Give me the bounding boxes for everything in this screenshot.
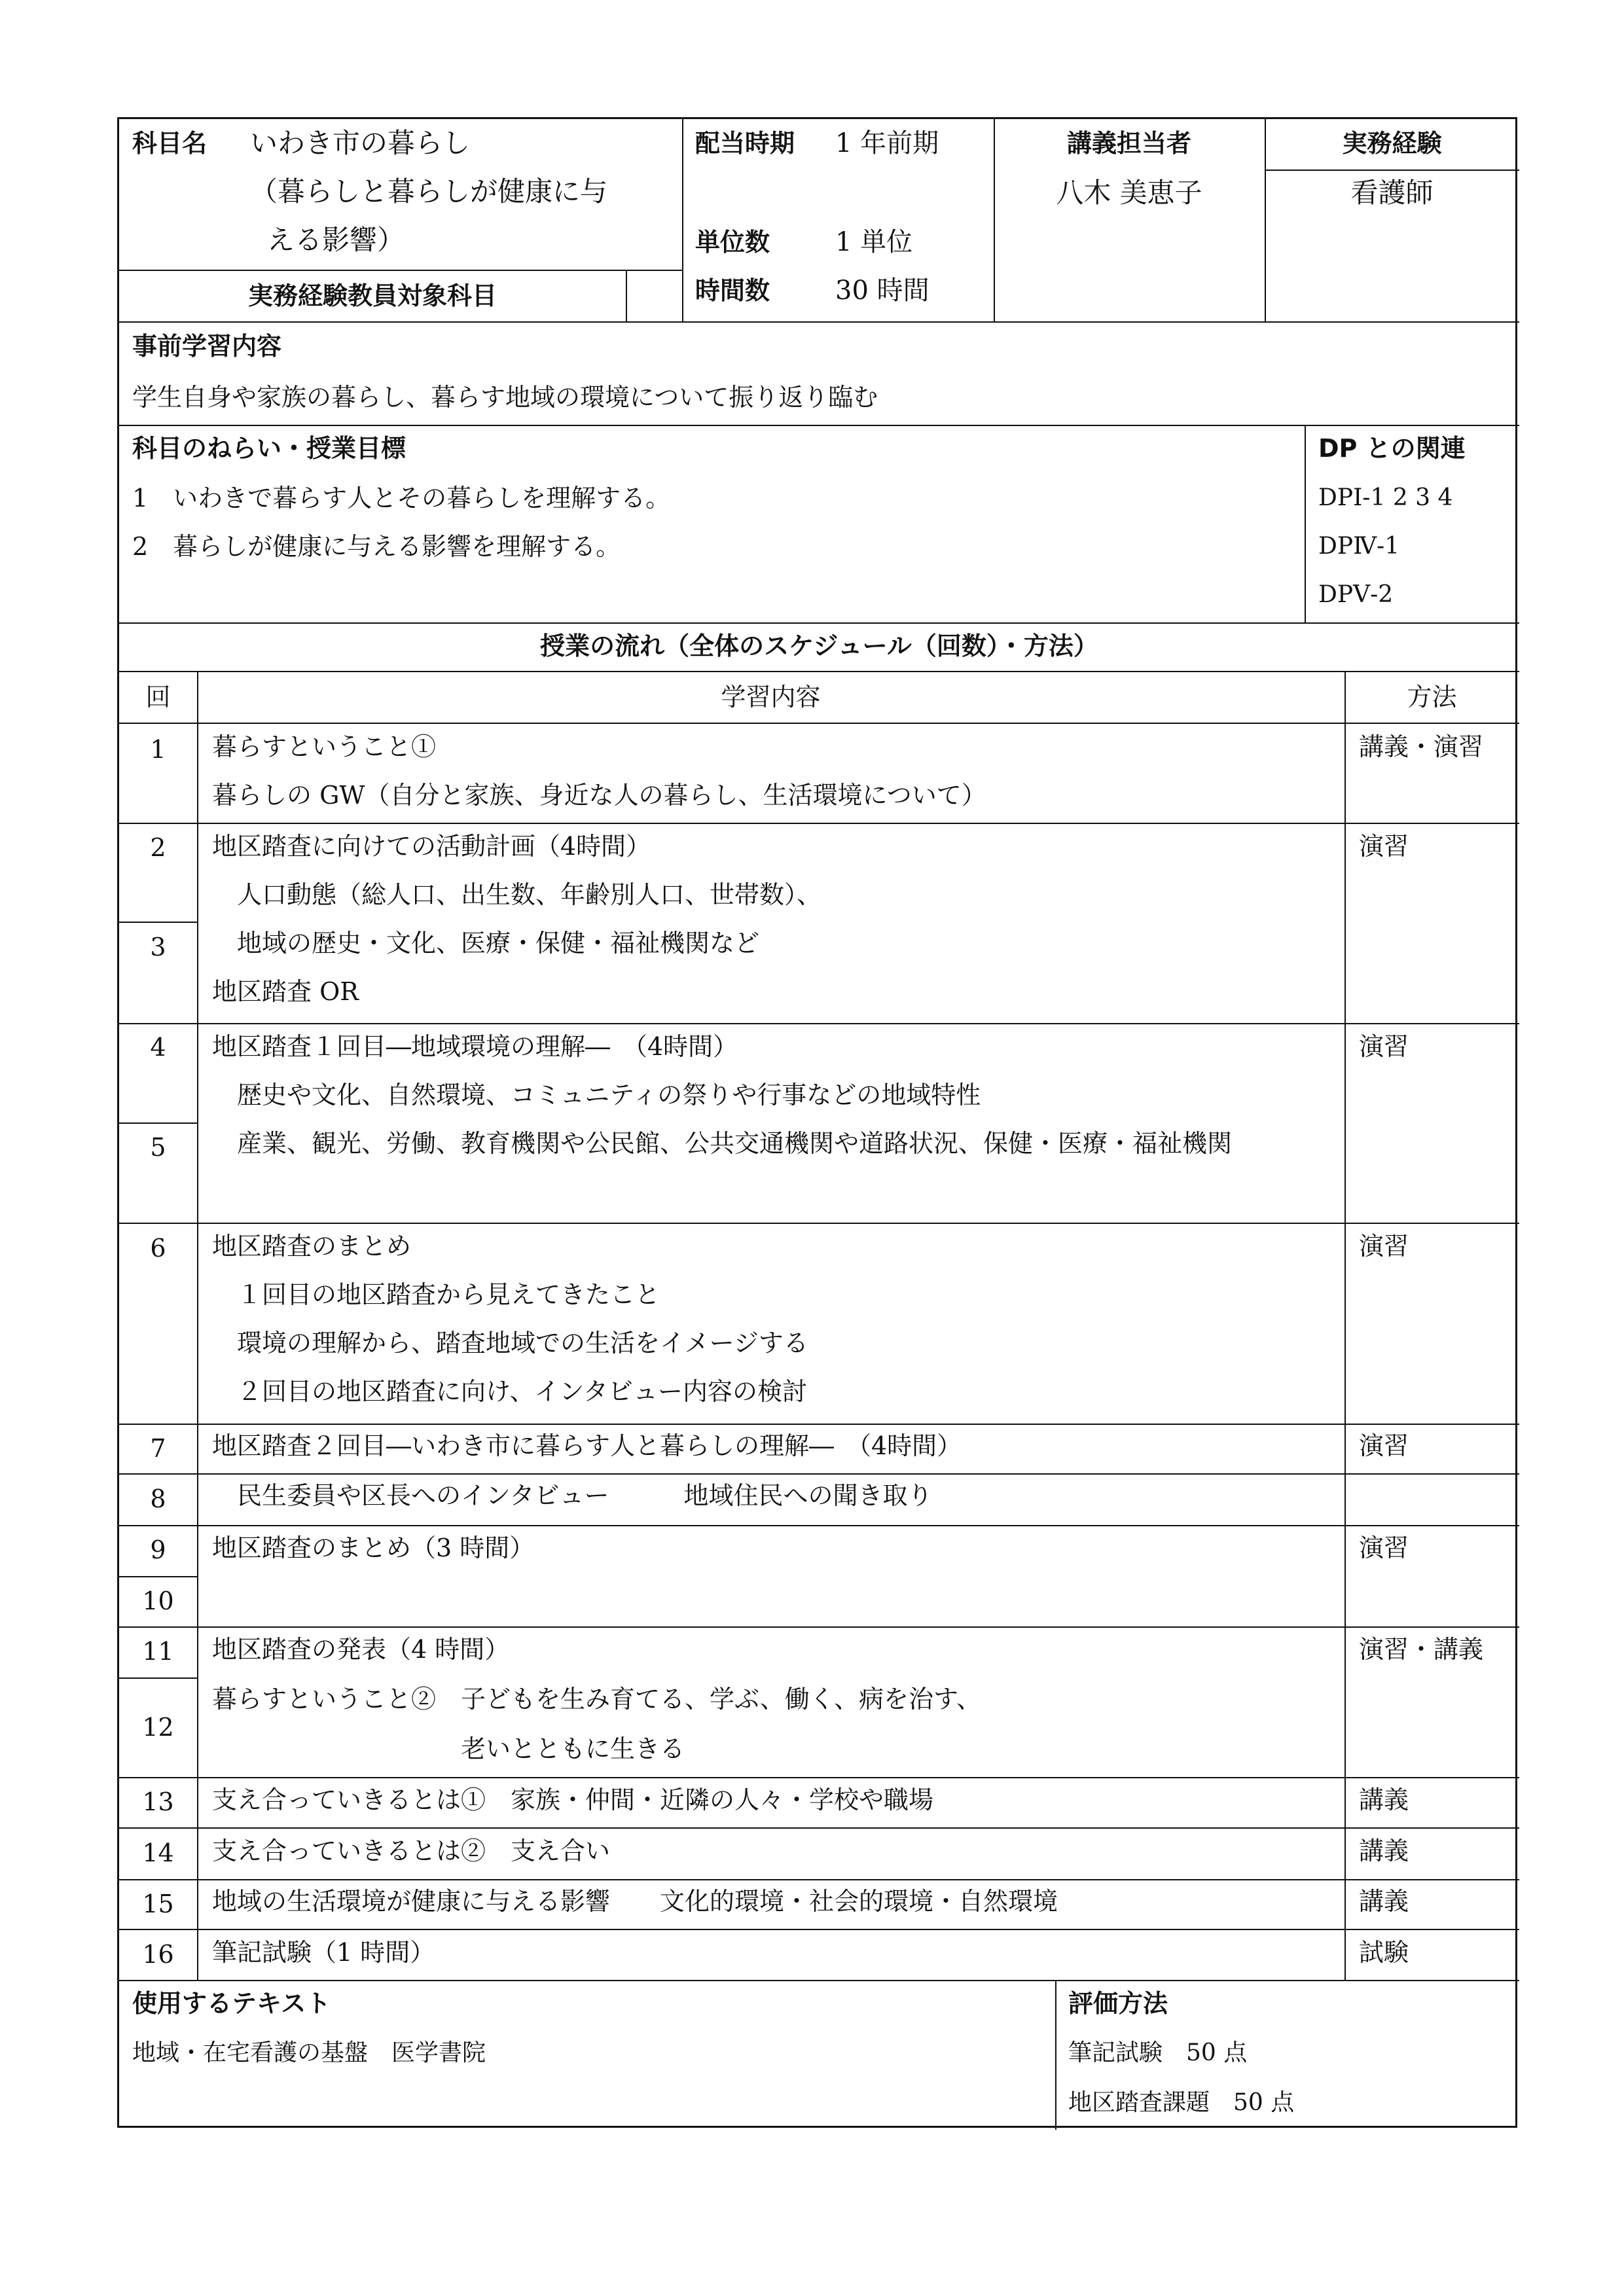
session-number: 16 bbox=[142, 1940, 174, 1969]
content-line: 人口動態（総人口、出生数、年齢別人口、世帯数）、 bbox=[212, 880, 822, 909]
content-line: 歴史や文化、自然環境、コミュニティの祭りや行事などの地域特性 bbox=[212, 1081, 981, 1109]
content-line: 暮らすということ② 子どもを生み育てる、学ぶ、働く、病を治す、 bbox=[212, 1685, 981, 1713]
dp-item: DPⅣ-1 bbox=[1318, 533, 1400, 560]
prestudy-text: 学生自身や家族の暮らし、暮らす地域の環境について振り返り臨む bbox=[132, 383, 878, 412]
dp-item: DPⅤ-2 bbox=[1318, 581, 1394, 608]
rule bbox=[119, 922, 197, 923]
credits-value: 1 単位 bbox=[835, 227, 913, 257]
col-header-no: 回 bbox=[145, 683, 171, 711]
content-line: 地域の生活環境が健康に与える影響 文化的環境・社会的環境・自然環境 bbox=[212, 1887, 1058, 1916]
method: 講義・演習 bbox=[1359, 732, 1484, 761]
subject-line-3: える影響） bbox=[267, 224, 405, 256]
rule bbox=[1344, 671, 1346, 1980]
evaluation-item: 地区踏査課題 50 点 bbox=[1068, 2089, 1295, 2116]
session-number: 10 bbox=[142, 1587, 174, 1615]
session-number: 6 bbox=[150, 1234, 166, 1263]
rule bbox=[119, 1223, 1519, 1224]
rule bbox=[119, 723, 1519, 724]
content-line: ２回目の地区踏査に向け、インタビュー内容の検討 bbox=[212, 1377, 807, 1406]
rule bbox=[119, 425, 1519, 426]
aim-item: 1 いわきで暮らす人とその暮らしを理解する。 bbox=[132, 484, 671, 512]
evaluation-label: 評価方法 bbox=[1068, 1989, 1168, 2018]
rule bbox=[119, 1879, 1519, 1880]
period-label: 配当時期 bbox=[695, 129, 795, 158]
method: 演習 bbox=[1359, 1232, 1409, 1261]
content-line: 暮らすということ① bbox=[212, 732, 437, 761]
session-number: 9 bbox=[150, 1535, 166, 1564]
rule bbox=[119, 1525, 1519, 1526]
instructor-label: 講義担当者 bbox=[1066, 129, 1191, 158]
rule bbox=[1305, 425, 1306, 622]
method: 演習 bbox=[1359, 1032, 1409, 1061]
subject-label: 科目名 bbox=[132, 129, 208, 158]
session-number: 12 bbox=[142, 1713, 174, 1742]
content-line: 地区踏査 OR bbox=[212, 977, 359, 1006]
rule bbox=[119, 1023, 1519, 1024]
rule bbox=[1265, 170, 1519, 171]
hours-value: 30 時間 bbox=[835, 276, 929, 306]
content-line: 民生委員や区長へのインタビュー 地域住民への聞き取り bbox=[212, 1481, 933, 1510]
rule bbox=[1055, 1980, 1056, 2130]
rule bbox=[119, 671, 1519, 672]
session-number: 3 bbox=[150, 933, 166, 961]
content-line: 支え合っていきるとは① 家族・仲間・近隣の人々・学校や職場 bbox=[212, 1785, 934, 1814]
rule bbox=[119, 1626, 1519, 1628]
method: 演習 bbox=[1359, 1431, 1409, 1460]
evaluation-item: 筆記試験 50 点 bbox=[1068, 2039, 1248, 2066]
content-line: 地区踏査のまとめ（3 時間） bbox=[212, 1534, 535, 1562]
instructor-value: 八木 美恵子 bbox=[1056, 177, 1202, 209]
rule bbox=[197, 671, 198, 1980]
aim-item: 2 暮らしが健康に与える影響を理解する。 bbox=[132, 532, 621, 561]
rule bbox=[119, 321, 1519, 323]
rule bbox=[119, 823, 1519, 824]
credits-label: 単位数 bbox=[695, 228, 770, 257]
rule bbox=[682, 119, 683, 321]
textbook-value: 地域・在宅看護の基盤 医学書院 bbox=[132, 2039, 486, 2066]
col-header-content: 学習内容 bbox=[721, 683, 821, 711]
syllabus-sheet bbox=[117, 117, 1517, 2128]
rule bbox=[119, 1424, 1519, 1425]
content-line: 地区踏査１回目―地域環境の理解― （4時間） bbox=[212, 1032, 738, 1061]
rule bbox=[119, 1827, 1519, 1829]
rule bbox=[119, 1980, 1519, 1981]
content-line: 産業、観光、労働、教育機関や公民館、公共交通機関や道路状況、保健・医療・福祉機関 bbox=[212, 1129, 1233, 1158]
content-line: 地区踏査のまとめ bbox=[212, 1232, 412, 1261]
content-line: 老いとともに生きる bbox=[212, 1734, 685, 1763]
experience-label: 実務経験 bbox=[1342, 129, 1442, 158]
session-number: 5 bbox=[150, 1133, 166, 1162]
content-line: 支え合っていきるとは② 支え合い bbox=[212, 1837, 611, 1865]
practical-target-label: 実務経験教員対象科目 bbox=[247, 281, 497, 310]
dp-label: DP との関連 bbox=[1318, 434, 1466, 463]
method: 講義 bbox=[1359, 1785, 1409, 1814]
textbook-label: 使用するテキスト bbox=[132, 1989, 331, 2018]
session-number: 14 bbox=[142, 1839, 174, 1867]
rule bbox=[119, 270, 682, 271]
rule bbox=[119, 1777, 1519, 1778]
rule bbox=[119, 1677, 197, 1679]
method: 演習 bbox=[1359, 1534, 1409, 1562]
rule bbox=[119, 1122, 197, 1124]
session-number: 7 bbox=[150, 1434, 166, 1463]
content-line: １回目の地区踏査から見えてきたこと bbox=[212, 1280, 660, 1309]
aims-label: 科目のねらい・授業目標 bbox=[132, 434, 406, 463]
subject-line-2: （暮らしと暮らしが健康に与 bbox=[250, 175, 608, 207]
content-line: 地区踏査に向けての活動計画（4時間） bbox=[212, 832, 651, 861]
rule bbox=[119, 1929, 1519, 1930]
col-header-method: 方法 bbox=[1407, 683, 1457, 711]
content-line: 環境の理解から、踏査地域での生活をイメージする bbox=[212, 1329, 808, 1357]
content-line: 地区踏査の発表（4 時間） bbox=[212, 1635, 510, 1664]
content-line: 地区踏査２回目―いわき市に暮らす人と暮らしの理解― （4時間） bbox=[212, 1431, 962, 1460]
period-value: 1 年前期 bbox=[835, 128, 939, 158]
hours-label: 時間数 bbox=[695, 276, 770, 305]
experience-value: 看護師 bbox=[1350, 177, 1434, 209]
rule bbox=[626, 270, 627, 321]
rule bbox=[119, 1576, 197, 1577]
content-line: 筆記試験（1 時間） bbox=[212, 1938, 435, 1967]
method: 講義 bbox=[1359, 1837, 1409, 1865]
content-line: 地域の歴史・文化、医療・保健・福祉機関など bbox=[212, 929, 760, 958]
prestudy-label: 事前学習内容 bbox=[132, 332, 282, 361]
session-number: 15 bbox=[142, 1890, 174, 1918]
method: 演習・講義 bbox=[1359, 1635, 1484, 1664]
dp-item: DPⅠ-1 2 3 4 bbox=[1318, 484, 1453, 511]
method: 講義 bbox=[1359, 1887, 1409, 1916]
rule bbox=[119, 1473, 1519, 1475]
schedule-title: 授業の流れ（全体のスケジュール（回数）・方法） bbox=[540, 632, 1098, 660]
session-number: 13 bbox=[142, 1787, 174, 1816]
rule bbox=[119, 622, 1519, 624]
method: 演習 bbox=[1359, 832, 1409, 861]
session-number: 1 bbox=[150, 735, 166, 764]
session-number: 4 bbox=[150, 1033, 166, 1062]
subject-line-1: いわき市の暮らし bbox=[250, 127, 471, 159]
session-number: 11 bbox=[142, 1637, 174, 1666]
session-number: 8 bbox=[150, 1484, 166, 1513]
content-line: 暮らしの GW（自分と家族、身近な人の暮らし、生活環境について） bbox=[212, 781, 986, 810]
session-number: 2 bbox=[150, 833, 166, 862]
method: 試験 bbox=[1359, 1938, 1409, 1967]
